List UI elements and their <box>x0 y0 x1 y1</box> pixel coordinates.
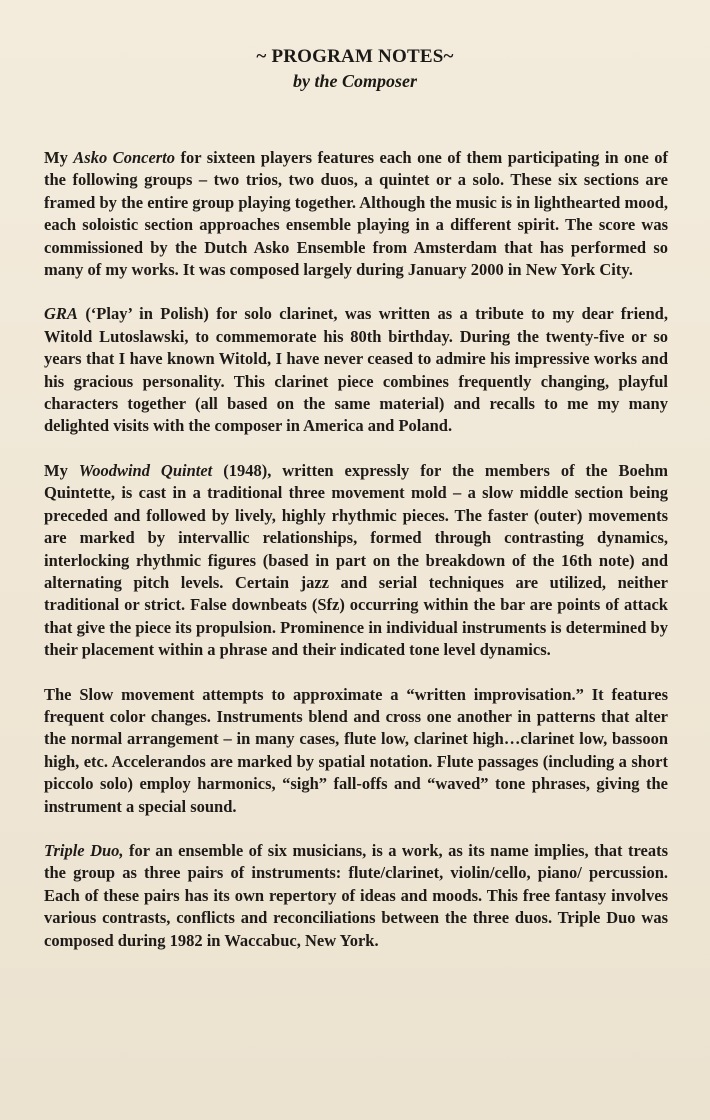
paragraph-text: for sixteen players features each one of them participating in one of the following groups – two trios, two duos, a quintet or a solo. These six sections are framed by the entire group playing together. Although the music is in lighthearted mood, each soloistic section approaches ensemble playing in a different spirit. The score was commissioned by the Dutch Asko Ensemble from Amsterdam that has performed so many of my works. It was composed largely during January 2000 in New York City. <box>44 148 669 280</box>
header <box>0 46 710 92</box>
paragraph-text: for an ensemble of six musicians, is a work, as its name implies, that treats the group as three pairs of instruments: flute/clarinet, violin/cello, piano/ percussion. Each of these pairs has its own repertory of ideas and moods. This free fantasy involves various contrasts, conflicts and reconciliations between the three duos. Triple Duo was composed during 1982 in Waccabuc, New York. <box>44 840 668 950</box>
work-title: Asko Concerto <box>73 148 176 167</box>
paragraph-gra <box>44 303 668 437</box>
work-title: Triple Duo, <box>44 840 124 860</box>
paragraph-text: (‘Play’ in Polish) for solo clarinet, was written as a tribute to my dear friend, Witold Lutoslawski, to commemorate his 80th birthday. During the twenty-five or so years that I have known Witold, I have never ceased to admire his impressive works and his gracious personality. This clarinet piece combines frequently changing, playful characters together (all based on the same material) and recalls to me my many delighted visits with the composer in America and Poland. <box>44 304 668 436</box>
page-subtitle: by the Composer <box>293 71 417 91</box>
paragraph-triple-duo <box>44 840 668 952</box>
work-title: Woodwind Quintet <box>78 460 213 480</box>
program-notes-body <box>44 147 668 974</box>
paragraph-slow-movement <box>44 684 668 818</box>
paragraph-lead-prefix: My <box>44 460 79 480</box>
paragraph-asko-concerto <box>44 147 668 281</box>
paragraph-text: (1948), written expressly for the members of the Boehm Quintette, is cast in a traditional three movement mold – a slow middle section being preceded and followed by lively, highly rhythmic pieces. The faster (outer) movements are marked by intervallic relationships, formed through contrasting dynamics, interlocking rhythmic figures (based in part on the breakdown of the 16th note) and alternating pitch levels. Certain jazz and serial techniques are utilized, neither traditional or strict. False downbeats (Sfz) occurring within the bar are points of attack that give the piece its propulsion. Prominence in individual instruments is determined by their placement within a phrase and their indicated tone level dynamics. <box>44 460 668 660</box>
page-title: ~ PROGRAM NOTES~ <box>256 46 454 67</box>
paragraph-lead-prefix: My <box>44 148 74 167</box>
work-title: GRA <box>44 304 78 324</box>
paragraph-woodwind-quintet <box>44 460 668 662</box>
paragraph-text: The Slow movement attempts to approximate a “written improvisation.” It features frequent color changes. Instruments blend and cross one another in patterns that alter the normal arrangement – in many cases, flute low, clarinet high…clarinet low, bassoon high, etc. Accelerandos are marked by spatial notation. Flute passages (including a short piccolo solo) employ harmonics, “sigh” fall-offs and “waved” tone phrases, giving the instrument a special sound. <box>44 684 668 816</box>
